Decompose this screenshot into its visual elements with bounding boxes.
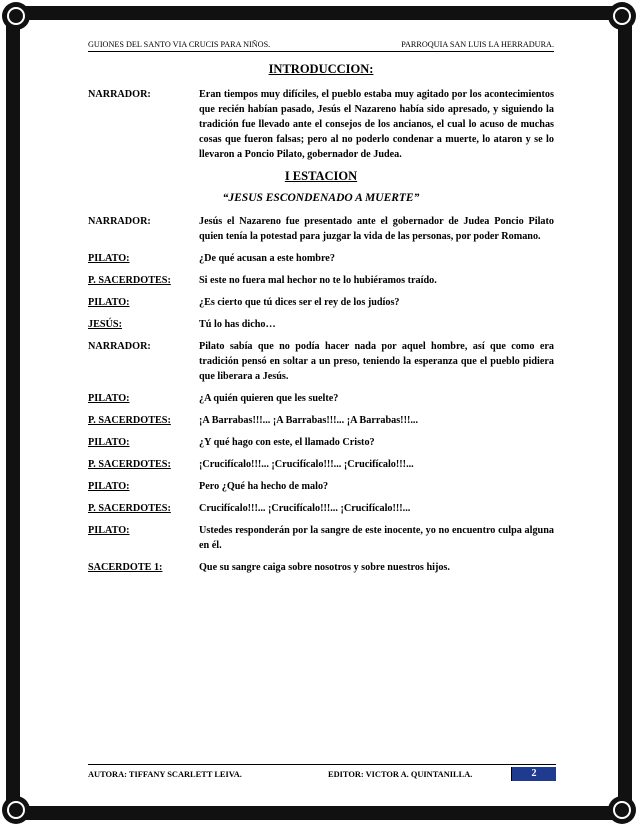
dialogue-line	[88, 479, 554, 494]
line-text: Pilato sabía que no podía hacer nada por aquel hombre, así que como era tradición pensó en soltar a un preso, teniendo la esperanza que el pueblo pidiera que liberara a Jesús.	[199, 341, 554, 382]
page-header	[88, 40, 554, 52]
line-text: ¿A quién quieren que les suelte?	[199, 393, 339, 404]
dialogue-line	[88, 435, 554, 450]
intro-title: INTRODUCCION:	[268, 62, 374, 76]
speaker-label: P. SACERDOTES:	[88, 503, 171, 514]
dialogue-line	[88, 295, 554, 310]
line-text: Crucifícalo!!!... ¡Crucifícalo!!!... ¡Crucifícalo!!!...	[199, 503, 411, 514]
line-text: Ustedes responderán por la sangre de este inocente, yo no encuentro culpa alguna en él.	[199, 525, 554, 551]
speaker-label: PILATO:	[88, 481, 130, 492]
dialogue-line	[88, 391, 554, 406]
line-text: ¿De qué acusan a este hombre?	[199, 253, 335, 264]
station-subtitle: “JESUS ESCONDENADO A MUERTE”	[222, 192, 420, 204]
page-number-badge: 2	[511, 767, 556, 781]
speaker-label: PILATO:	[88, 437, 130, 448]
station-title: I ESTACION	[284, 169, 358, 183]
speaker-label: PILATO:	[88, 253, 130, 264]
dialogue-line	[88, 457, 554, 472]
dialogue-line	[88, 317, 554, 332]
dialogue-line	[88, 214, 554, 244]
header-right: PARROQUIA SAN LUIS LA HERRADURA.	[401, 40, 554, 49]
dialogue-line	[88, 501, 554, 516]
dialogue-line	[88, 251, 554, 266]
speaker-label: P. SACERDOTES:	[88, 415, 171, 426]
dialogue-line	[88, 273, 554, 288]
line-text: Eran tiempos muy difíciles, el pueblo estaba muy agitado por los acontecimientos que recién habían pasado, Jesús el Nazareno había sido apresado, y siguiendo la tradición fue llevado ante el consejos de los ancianos, el cual lo acuso de muchas cosas que fueron falsas; pero al no poderlo condenar a muerte, lo ataron y se lo llevaron a Poncio Pilato, gobernador de Judea.	[199, 89, 554, 160]
corner-ornament-icon	[608, 796, 636, 824]
page-footer	[88, 764, 556, 781]
corner-ornament-icon	[608, 2, 636, 30]
speaker-label: NARRADOR:	[88, 341, 151, 352]
intro-line	[88, 87, 554, 162]
footer-author: AUTORA: TIFFANY SCARLETT LEIVA.	[88, 769, 242, 779]
dialogue-line	[88, 413, 554, 428]
line-text: ¡A Barrabas!!!... ¡A Barrabas!!!... ¡A Barrabas!!!...	[199, 415, 418, 426]
header-left: GUIONES DEL SANTO VIA CRUCIS PARA NIÑOS.	[88, 40, 271, 49]
speaker-label: JESÚS:	[88, 319, 122, 330]
speaker-label: NARRADOR:	[88, 89, 151, 100]
line-text: Que su sangre caiga sobre nosotros y sobre nuestros hijos.	[199, 562, 450, 573]
line-text: Pero ¿Qué ha hecho de malo?	[199, 481, 329, 492]
dialogue-list	[88, 214, 554, 575]
speaker-label: PILATO:	[88, 393, 130, 404]
line-text: Tú lo has dicho…	[199, 319, 276, 330]
line-text: ¿Es cierto que tú dices ser el rey de los judíos?	[199, 297, 400, 308]
speaker-label: PILATO:	[88, 525, 130, 536]
speaker-label: P. SACERDOTES:	[88, 275, 171, 286]
dialogue-line	[88, 523, 554, 553]
speaker-label: PILATO:	[88, 297, 130, 308]
dialogue-line	[88, 339, 554, 384]
speaker-label: SACERDOTE 1:	[88, 562, 163, 573]
speaker-label: NARRADOR:	[88, 216, 151, 227]
line-text: ¡Crucifícalo!!!... ¡Crucifícalo!!!... ¡Crucifícalo!!!...	[199, 459, 414, 470]
dialogue-line	[88, 560, 554, 575]
corner-ornament-icon	[2, 796, 30, 824]
line-text: Si este no fuera mal hechor no te lo hubiéramos traído.	[199, 275, 437, 286]
speaker-label: P. SACERDOTES:	[88, 459, 171, 470]
document-page	[88, 40, 554, 582]
footer-editor: EDITOR: VICTOR A. QUINTANILLA.	[328, 769, 473, 779]
line-text: ¿Y qué hago con este, el llamado Cristo?	[199, 437, 375, 448]
line-text: Jesús el Nazareno fue presentado ante el gobernador de Judea Poncio Pilato quien tenía la potestad para juzgar la vida de las personas, por poder Romano.	[199, 216, 554, 242]
corner-ornament-icon	[2, 2, 30, 30]
